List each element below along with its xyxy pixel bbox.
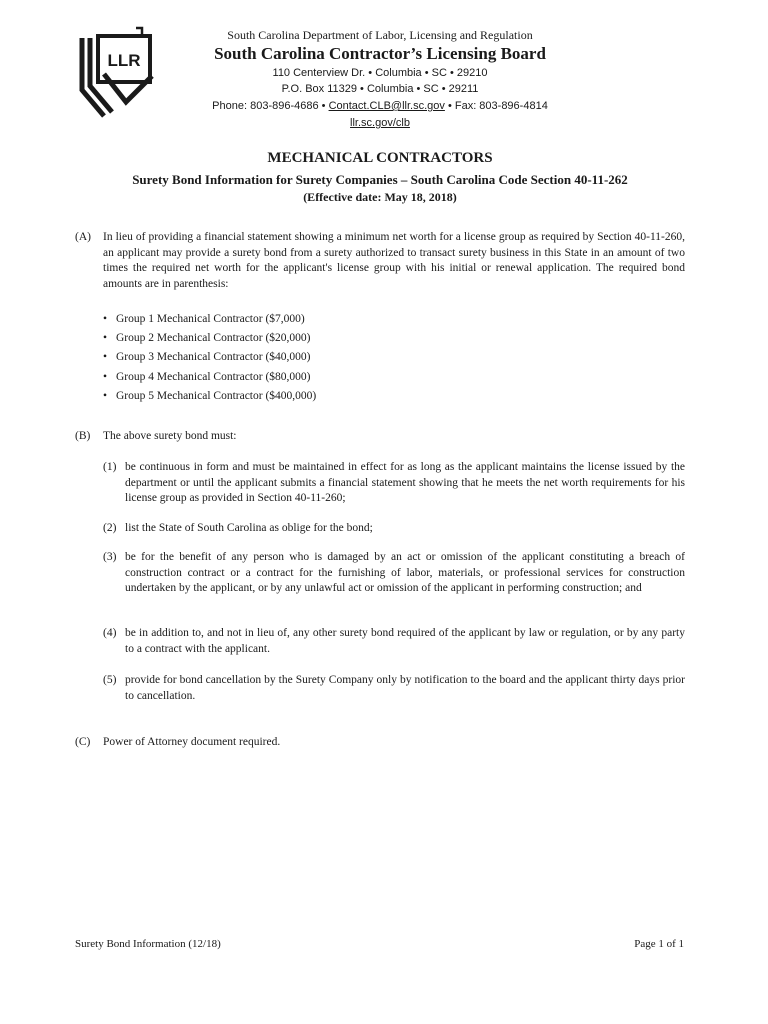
section-b-item-text: be for the benefit of any person who is damaged by an act or omission of the applicant constituting a breach of construction contract or a contract for the furnishing of labor, materials, or professional services for construction undertaken by the applicant, or by any unlawful act or omission of the applicant in performing construction; and	[125, 551, 685, 594]
section-b-item-text: list the State of South Carolina as oblige for the bond;	[125, 522, 373, 534]
contact-line	[170, 100, 590, 112]
section-b-intro: The above surety bond must:	[103, 430, 237, 442]
fax-number: • Fax: 803-896-4814	[444, 100, 548, 112]
llr-logo	[78, 24, 158, 120]
list-item: • Group 2 Mechanical Contractor ($20,000)	[103, 329, 316, 348]
section-b-item-marker: (1)	[103, 461, 117, 473]
section-b-marker: (B)	[75, 430, 91, 442]
website-link[interactable]: llr.sc.gov/clb	[350, 117, 410, 129]
list-item: • Group 1 Mechanical Contractor ($7,000)	[103, 310, 316, 329]
section-b-item-marker: (5)	[103, 674, 117, 686]
footer-document-info: Surety Bond Information (12/18)	[75, 938, 221, 950]
list-item: • Group 4 Mechanical Contractor ($80,000)	[103, 368, 316, 387]
bond-amount-list	[103, 310, 316, 406]
list-item: • Group 5 Mechanical Contractor ($400,000)	[103, 387, 316, 406]
board-name: South Carolina Contractor’s Licensing Board	[214, 44, 546, 63]
section-b-item-marker: (2)	[103, 522, 117, 534]
street-address: 110 Centerview Dr. • Columbia • SC • 29210	[272, 67, 488, 79]
section-b-item-text: provide for bond cancellation by the Surety Company only by notification to the board and the applicant thirty days prior to cancellation.	[125, 674, 685, 702]
section-b-item-text: be in addition to, and not in lieu of, any other surety bond required of the applicant by law or regulation, or by any party to a contract with the applicant.	[125, 627, 685, 655]
department-name: South Carolina Department of Labor, Licensing and Regulation	[227, 28, 533, 42]
document-title: MECHANICAL CONTRACTORS	[267, 150, 493, 166]
section-c-marker: (C)	[75, 736, 91, 748]
phone-number: Phone: 803-896-4686 •	[212, 100, 329, 112]
section-b-item-marker: (3)	[103, 551, 117, 563]
document-subtitle: Surety Bond Information for Surety Companies – South Carolina Code Section 40-11-262	[132, 172, 628, 187]
email-link[interactable]: Contact.CLB@llr.sc.gov	[328, 100, 445, 112]
effective-date: (Effective date: May 18, 2018)	[303, 190, 457, 204]
section-b-item-marker: (4)	[103, 627, 117, 639]
section-a-marker: (A)	[75, 231, 91, 243]
po-box-address: P.O. Box 11329 • Columbia • SC • 29211	[281, 83, 479, 95]
section-b-item-text: be continuous in form and must be maintained in effect for as long as the applicant maintains the license issued by the department or until the applicant submits a financial statement showing that he meets the net worth requirements for his license group as provided in Section 40-11-260;	[125, 461, 685, 504]
section-a-text: In lieu of providing a financial statement showing a minimum net worth for a license group as required by Section 40-11-260, an applicant may provide a surety bond from a surety authorized to transact surety business in this State in an amount of two times the required net worth for the applicant's license group with his initial or renewal application. The required bond amounts are in parenthesis:	[103, 231, 685, 290]
page-number: Page 1 of 1	[634, 938, 684, 950]
logo-text: LLR	[107, 51, 141, 70]
section-c-text: Power of Attorney document required.	[103, 736, 281, 748]
list-item: • Group 3 Mechanical Contractor ($40,000)	[103, 348, 316, 367]
